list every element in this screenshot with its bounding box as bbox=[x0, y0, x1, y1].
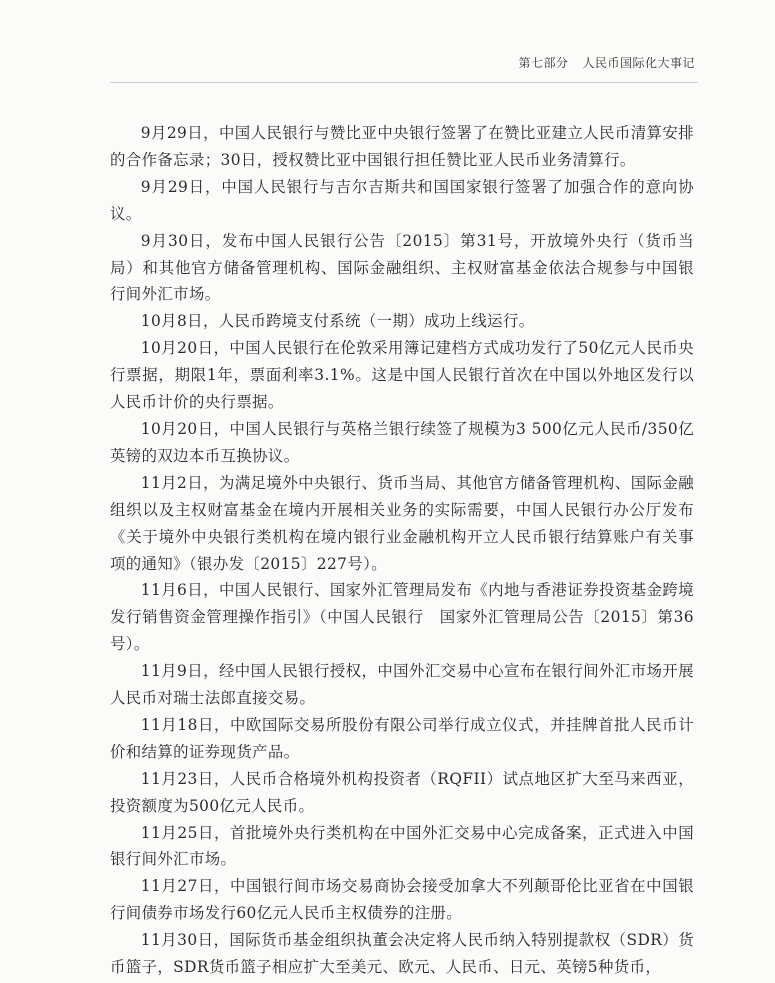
paragraph-12: 11月25日，首批境外央行类机构在中国外汇交易中心完成备案，正式进入中国银行间外汇市场。 bbox=[110, 823, 694, 869]
paragraph-10: 11月18日，中欧国际交易所股份有限公司举行成立仪式，并挂牌首批人民币计价和结算的证券现货产品。 bbox=[110, 715, 694, 761]
paragraph-9: 11月9日，经中国人民银行授权，中国外汇交易中心宣布在银行间外汇市场开展人民币对瑞士法郎直接交易。 bbox=[110, 662, 694, 708]
running-header bbox=[518, 54, 695, 71]
page-body bbox=[110, 120, 694, 981]
header-section: 第七部分 bbox=[518, 56, 569, 70]
paragraph-1: 9月29日，中国人民银行与赞比亚中央银行签署了在赞比亚建立人民币清算安排的合作备忘录；30日，授权赞比亚中国银行担任赞比亚人民币业务清算行。 bbox=[110, 124, 694, 169]
paragraph-4: 10月8日，人民币跨境支付系统（一期）成功上线运行。 bbox=[140, 312, 535, 331]
header-rule bbox=[110, 82, 698, 83]
paragraph-11: 11月23日，人民币合格境外机构投资者（RQFII）试点地区扩大至马来西亚，投资额度为500亿元人民币。 bbox=[110, 769, 694, 815]
paragraph-2: 9月29日，中国人民银行与吉尔吉斯共和国国家银行签署了加强合作的意向协议。 bbox=[110, 177, 694, 223]
paragraph-8: 11月6日，中国人民银行、国家外汇管理局发布《内地与香港证券投资基金跨境发行销售资金管理操作指引》（中国人民银行 国家外汇管理局公告〔2015〕第36号）。 bbox=[110, 581, 694, 654]
paragraph-13: 11月27日，中国银行间市场交易商协会接受加拿大不列颠哥伦比亚省在中国银行间债券市场发行60亿元人民币主权债券的注册。 bbox=[110, 877, 694, 923]
paragraph-3: 9月30日，发布中国人民银行公告〔2015〕第31号，开放境外央行（货币当局）和其他官方储备管理机构、国际金融组织、主权财富基金依法合规参与中国银行间外汇市场。 bbox=[110, 231, 694, 304]
paragraph-7: 11月2日，为满足境外中央银行、货币当局、其他官方储备管理机构、国际金融组织以及主权财富基金在境内开展相关业务的实际需要，中国人民银行办公厅发布《关于境外中央银行类机构在境内银行业金融机构开立人民币银行结算账户有关事项的通知》（银办发〔2015〕227号）。 bbox=[110, 473, 694, 573]
header-title: 人民币国际化大事记 bbox=[582, 56, 695, 70]
paragraph-6: 10月20日，中国人民银行与英格兰银行续签了规模为3 500亿元人民币/350亿英镑的双边本币互换协议。 bbox=[110, 419, 694, 465]
paragraph-14: 11月30日，国际货币基金组织执董会决定将人民币纳入特别提款权（SDR）货币篮子，SDR货币篮子相应扩大至美元、欧元、人民币、日元、英镑5种货币， bbox=[110, 931, 694, 977]
paragraph-5: 10月20日，中国人民银行在伦敦采用簿记建档方式成功发行了50亿元人民币央行票据，期限1年，票面利率3.1%。这是中国人民银行首次在中国以外地区发行以人民币计价的央行票据。 bbox=[110, 339, 694, 412]
